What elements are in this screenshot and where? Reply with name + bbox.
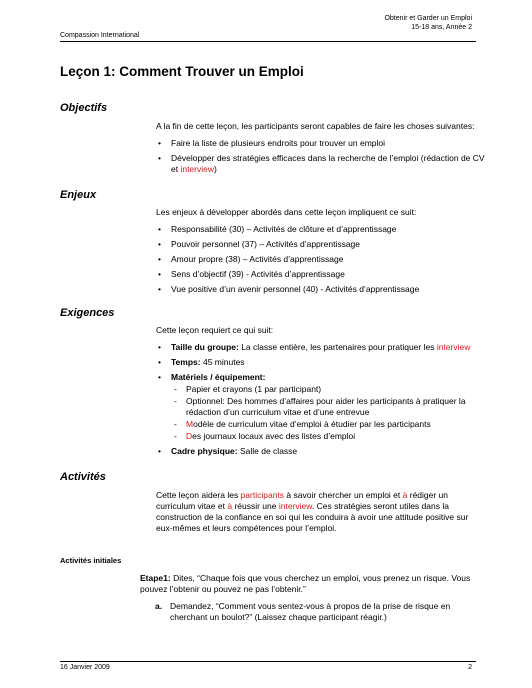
materiels-list	[171, 384, 486, 442]
exigences-list	[156, 342, 486, 457]
initiales-heading: Activités initiales	[60, 556, 122, 565]
list-item: • Responsabilité (30) – Activités de clôture et d’apprentissage	[156, 224, 486, 235]
list-item: - Optionnel: Des hommes d’affaires pour aider les participants à pratiquer la rédaction d’un curriculum vitae et d’une entrevue	[171, 396, 486, 418]
list-item: • Matériels / équipement: - Papier et crayons (1 par participant) - Optionnel: Des hommes d’affaires pour aider les participants à pratiquer la rédaction d’un curriculum vitae et d’une entrevue - Modèle de curriculum vitae d’emploi à étudier par les participants - Des journaux locaux avec des listes d’emploi	[156, 372, 486, 442]
etape-1-text: Etape1: Dites, “Chaque fois que vous cherchez un emploi, vous prenez un risque. Vous pouvez l’obtenir ou pouvez ne pas l’obtenir.”	[140, 573, 471, 594]
etape-1	[140, 573, 480, 623]
header-audience: 15-18 ans, Année 2	[411, 24, 472, 31]
objectifs-block	[156, 121, 486, 179]
enjeux-block	[156, 207, 486, 299]
list-item: • Faire la liste de plusieurs endroits pour trouver un emploi	[156, 138, 486, 149]
sub-label: a.	[155, 601, 163, 611]
objectifs-list	[156, 138, 486, 175]
list-item: • Temps: 45 minutes	[156, 357, 486, 368]
list-item: - Papier et crayons (1 par participant)	[171, 384, 486, 395]
header-doc-info	[384, 14, 472, 32]
list-item: - Des journaux locaux avec des listes d’emploi	[171, 431, 486, 442]
activites-paragraph: Cette leçon aidera les participants à savoir chercher un emploi et à rédiger un curriculum vitae et à réussir une interview. Ces stratégies seront utiles dans la construction de la confiance en soi qui les conduira à avoir une attitude positive sur eux-mêmes et leurs compétences pour l’emploi.	[156, 490, 469, 533]
exigences-intro: Cette leçon requiert ce qui suit:	[156, 325, 274, 335]
list-item: - Modèle de curriculum vitae d’emploi à étudier par les participants	[171, 419, 486, 430]
list-item: • Développer des stratégies efficaces dans la recherche de l’emploi (rédaction de CV et interview)	[156, 153, 486, 175]
page-number: 2	[468, 664, 472, 671]
objectifs-intro: A la fin de cette leçon, les participants seront capables de faire les choses suivantes:	[156, 121, 475, 131]
list-item: • Cadre physique: Salle de classe	[156, 446, 486, 457]
list-item: • Vue positive d’un avenir personnel (40) - Activités d’apprentissage	[156, 284, 486, 295]
objectifs-heading: Objectifs	[60, 102, 108, 114]
enjeux-heading: Enjeux	[60, 189, 97, 201]
list-item: • Amour propre (38) – Activités d’apprentissage	[156, 254, 486, 265]
header-doc-title: Obtenir et Garder un Emploi	[384, 15, 472, 22]
lesson-title: Leçon 1: Comment Trouver un Emploi	[60, 64, 304, 79]
footer-rule	[60, 661, 476, 662]
exigences-block	[156, 325, 486, 461]
etape-1-sub-a	[140, 601, 480, 623]
list-item: • Pouvoir personnel (37) – Activités d’apprentissage	[156, 239, 486, 250]
activites-heading: Activités	[60, 471, 106, 483]
header-rule	[60, 41, 476, 42]
header-org: Compassion International	[60, 32, 140, 39]
enjeux-list	[156, 224, 486, 295]
list-item: • Taille du groupe: La classe entière, les partenaires pour pratiquer les interview	[156, 342, 486, 353]
list-item: • Sens d’objectif (39) - Activités d’apprentissage	[156, 269, 486, 280]
exigences-heading: Exigences	[60, 307, 115, 319]
activites-block	[156, 490, 486, 534]
sub-text: Demandez, “Comment vous sentez-vous à propos de la prise de risque en cherchant un boulot?” (Laissez chaque participant réagir.)	[170, 601, 451, 622]
enjeux-intro: Les enjeux à développer abordés dans cette leçon impliquent ce suit:	[156, 207, 417, 217]
footer-date: 16 Janvier 2009	[60, 664, 110, 671]
